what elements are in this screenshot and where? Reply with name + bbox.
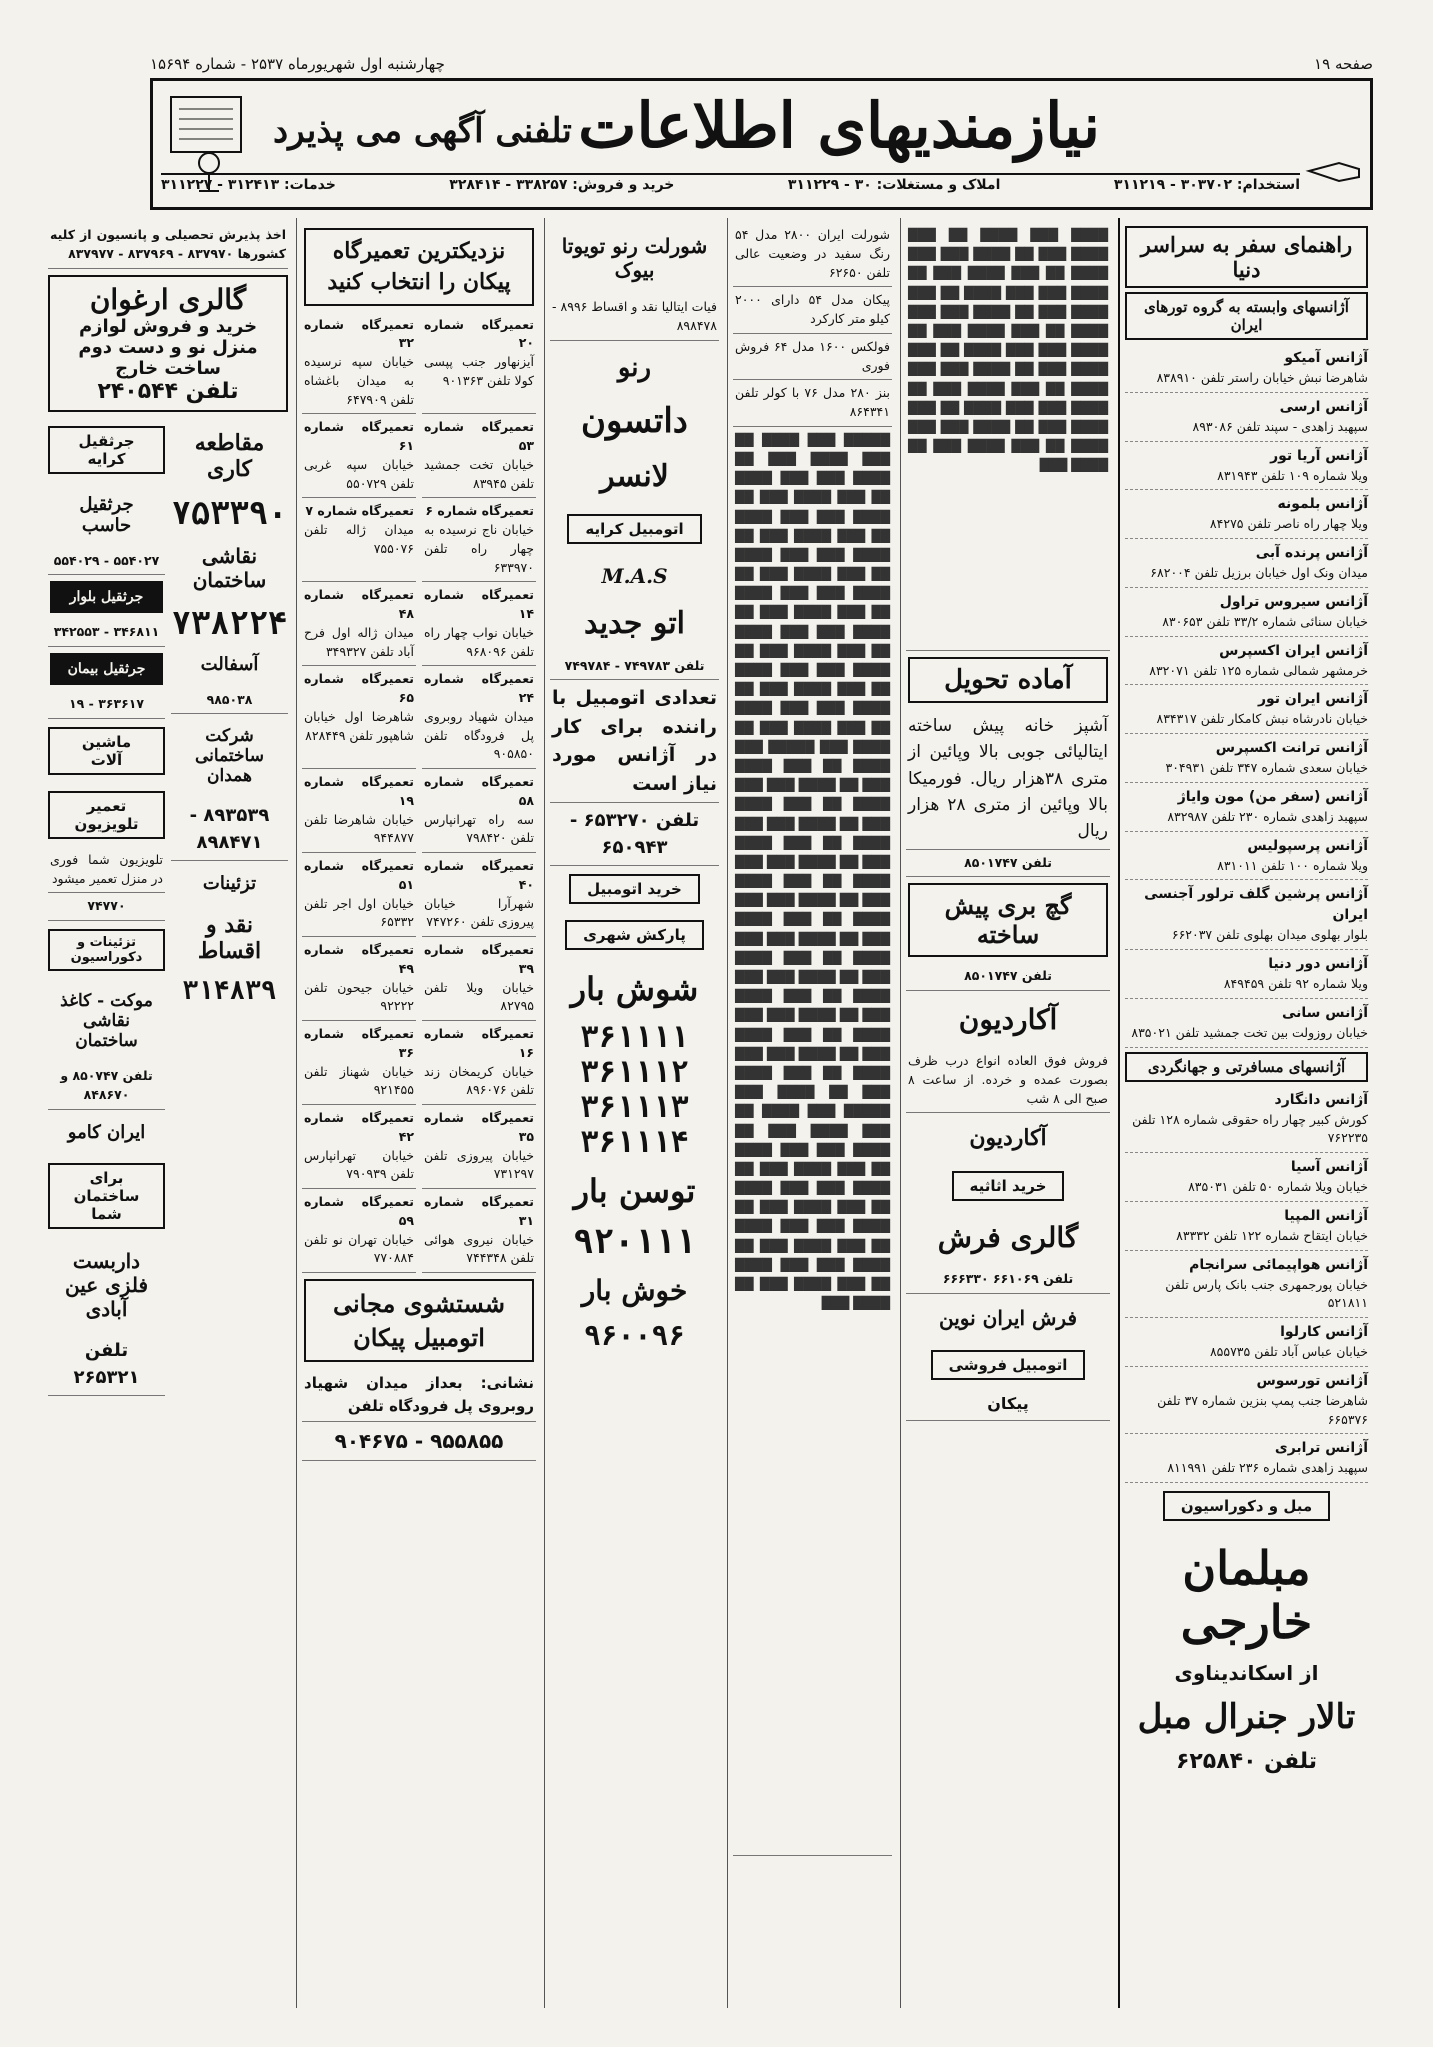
furniture-ad-title: مبلمان خارجی <box>1180 1541 1313 1649</box>
naqd-title: نقد و اقساط <box>197 912 262 965</box>
agency-item: آژانس ایران اکسپرس خرمشهر شمالی شماره ۱۲۵ تلفن ۸۳۲۰۷۱ <box>1125 637 1368 686</box>
furniture-buy-label: خرید اثاثیه <box>952 1171 1065 1201</box>
carpet-iran-title: فرش ایران نوین <box>938 1306 1078 1331</box>
agency-item: آژانس آسیا خیابان ویلا شماره ۵۰ تلفن ۸۳۵۰۳۱ <box>1125 1153 1368 1202</box>
agency-item: آژانس ایران تور خیابان نادرشاه نبش کامکار تلفن ۸۳۴۳۱۷ <box>1125 685 1368 734</box>
crane-rent-label: جرثقیل کرایه <box>48 426 165 474</box>
garage-item: تعمیرگاه شماره ۴۰ شهرآرا خیابان پیروزی تلفن ۷۴۷۲۶۰ <box>422 853 536 937</box>
garage-item: تعمیرگاه شماره ۷ میدان ژاله تلفن ۷۵۵۰۷۶ <box>302 498 416 582</box>
agency-item: آژانس کارلوا خیابان عباس آباد تلفن ۸۵۵۷۳۵ <box>1125 1318 1368 1367</box>
crane-bolvar-phone: ۳۴۶۸۱۱ - ۳۴۲۵۵۳ <box>48 619 165 647</box>
hall-ad-title: تالار جنرال مبل <box>1137 1697 1356 1737</box>
auto-new-title: اتو جدید <box>583 605 685 641</box>
garage-item: تعمیرگاه شماره ۶۵ شاهرضا اول خیابان شاهپور تلفن ۸۲۸۴۴۹ <box>302 666 416 769</box>
garage-item: تعمیرگاه شماره ۵۱ خیابان اول اجر تلفن ۶۵۳۳۲ <box>302 853 416 937</box>
kitchen-ad-phone: تلفن ۸۵۰۱۷۴۷ <box>906 850 1110 878</box>
phone-employment: استخدام: ۳۰۳۷۰۲ - ۳۱۱۲۱۹ <box>1113 177 1300 193</box>
car-wash-phone: ۹۵۵۸۵۵ - ۹۰۴۶۷۵ <box>302 1422 536 1461</box>
painting-phone: ۷۳۸۲۲۴ <box>171 603 288 642</box>
crane-bolvar-title: جرثقیل بلوار <box>50 581 163 613</box>
garage-item: تعمیرگاه شماره ۴۲ خیابان تهرانپارس تلفن ۷۹۰۹۳۹ <box>302 1105 416 1189</box>
agency-item: آژانس پرنده آبی میدان ونک اول خیابان برزیل تلفن ۶۸۲۰۰۴ <box>1125 539 1368 588</box>
garage-item: تعمیرگاه شماره ۶ خیابان ناج نرسیده به چهار راه تلفن ۶۳۳۹۷۰ <box>422 498 536 582</box>
agency-item: آژانس (سفر من) مون وایاژ سپهبد زاهدی شماره ۲۳۰ تلفن ۸۳۲۹۸۷ <box>1125 783 1368 832</box>
carpet-paper-title: موکت - کاغذ نقاشی ساختمان <box>60 991 153 1051</box>
phone-buy-sell: خرید و فروش: ۳۳۸۲۵۷ - ۳۲۸۴۱۴ <box>449 177 675 193</box>
garage-item: تعمیرگاه شماره ۳۶ خیابان شهناز تلفن ۹۲۱۴۵۵ <box>302 1021 416 1105</box>
gypsum-ad-title: گچ بری پیش ساخته <box>908 883 1108 957</box>
pointing-hand-icon <box>1304 151 1364 191</box>
car-brands-title: شورلت رنو تویوتا بیوک <box>561 234 708 282</box>
arghavan-text: خرید و فروش لوازم منزل نو و دست دوم ساخت خارج <box>78 315 258 379</box>
phone-services: خدمات: ۳۱۲۴۱۳ - ۳۱۱۲۲۷ <box>161 177 336 193</box>
driver-wanted-phone: تلفن ۶۵۳۲۷۰ - ۶۵۰۹۴۳ <box>550 803 719 866</box>
agency-item: آژانس تورسوس شاهرضا جنب پمپ بنزین شماره ۳۷ تلفن ۶۶۵۳۷۶ <box>1125 1367 1368 1435</box>
column-travel <box>1118 218 1373 2008</box>
contracting-title: مقاطعه کاری <box>194 429 265 482</box>
agency-item: آژانس سانی خیابان روزولت بین تخت جمشید تلفن ۸۳۵۰۲۱ <box>1125 999 1368 1048</box>
garage-item: تعمیرگاه شماره ۳۵ خیابان پیروزی تلفن ۷۳۱۲۹۷ <box>422 1105 536 1189</box>
garage-item: تعمیرگاه شماره ۳۹ خیابان ویلا تلفن ۸۲۷۹۵ <box>422 937 536 1021</box>
company-phone: ۸۹۳۵۳۹ - ۸۹۸۴۷۱ <box>171 798 288 861</box>
tv-repair-label: تعمیر تلویزیون <box>48 791 165 839</box>
car-buy-label: خرید اتومبیل <box>569 874 700 904</box>
agency-item: آژانس ترابری سپهبد زاهدی شماره ۲۳۶ تلفن ۸۱۱۹۹۱ <box>1125 1434 1368 1483</box>
agency-item: آژانس المپیا خیابان ایتقاح شماره ۱۲۲ تلفن ۸۳۳۳۲ <box>1125 1202 1368 1251</box>
decor-title: تزئینات <box>202 873 257 895</box>
carpet-gallery-title: گالری فرش <box>937 1221 1079 1255</box>
car-wash-address: نشانی: بعداز میدان شهیاد روبروی پل فرودگاه تلفن <box>302 1368 536 1422</box>
accordion-ad-title-2: آکاردیون <box>969 1125 1047 1152</box>
asphalt-title: آسفالت <box>200 653 259 675</box>
agency-item: آژانس ارسی سپهبد زاهدی - سپند تلفن ۸۹۳۰۸۶ <box>1125 393 1368 442</box>
iran-camo-title: ایران کامو <box>67 1121 146 1143</box>
travel-section-iran-tours: آژانسهای وابسته به گروه تورهای ایران <box>1125 292 1368 340</box>
garage-item: تعمیرگاه شماره ۲۴ میدان شهیاد روبروی پل فرودگاه تلفن ۹۰۵۸۵۰ <box>422 666 536 769</box>
phone-real-estate: املاک و مستغلات: ۳۰ - ۳۱۱۲۲۹ <box>787 177 1001 193</box>
carpet-paper-phone: تلفن ۸۵۰۷۴۷ و ۸۴۸۶۷۰ <box>48 1063 165 1110</box>
driver-wanted-ad: تعدادی اتومبیل با راننده برای کار در آژانس مورد نیاز است <box>550 680 719 803</box>
arghavan-phone: تلفن ۲۴۰۵۴۴ <box>97 378 239 404</box>
furniture-ad-subtitle: از اسکاندیناوی <box>1174 1661 1319 1685</box>
khosh-bar-title: خوش بار <box>581 1274 688 1308</box>
decoration-label: تزئینات و دکوراسیون <box>48 929 165 971</box>
column-cars-a <box>727 218 897 2008</box>
travel-section-tourism: آژانسهای مسافرتی و جهانگردی <box>1125 1052 1368 1082</box>
agency-item: آژانس دور دنیا ویلا شماره ۹۲ تلفن ۸۴۹۴۵۹ <box>1125 950 1368 999</box>
scaffold-title: داربست فلزی عین آبادی <box>64 1248 149 1321</box>
masthead-subtitle: تلفنی آگهی می پذیرد <box>273 111 572 151</box>
datsun-title: داتسون <box>581 400 688 441</box>
car-ad: پیکان مدل ۵۴ دارای ۲۰۰۰ کیلو متر کارکرد <box>733 287 892 334</box>
garage-item: تعمیرگاه شماره ۱۶ خیابان کریمخان زند تلفن ۸۹۶۰۷۶ <box>422 1021 536 1105</box>
masthead <box>150 78 1373 210</box>
agency-item: آژانس دانگارد کورش کبیر چهار راه حقوقی شماره ۱۲۸ تلفن ۷۶۲۲۳۵ <box>1125 1086 1368 1154</box>
car-ad: فیات ایتالیا نقد و اقساط ۸۹۹۶ - ۸۹۸۴۷۸ <box>550 294 719 341</box>
contracting-phone: ۷۵۳۳۹۰ <box>171 493 288 532</box>
car-sale-label: اتومبیل فروشی <box>931 1350 1086 1380</box>
auto-new-phone: تلفن ۷۴۹۷۸۳ - ۷۴۹۷۸۴ <box>550 653 719 681</box>
shoush-phone: ۳۶۱۱۱۳ <box>580 1090 689 1126</box>
garage-item: تعمیرگاه شماره ۲۰ آیزنهاور جنب پپسی کولا تلفن ۹۰۱۳۶۳ <box>422 312 536 415</box>
agency-item: آژانس سیروس تراول خیابان سنائی شماره ۳۳/۲ تلفن ۸۳۰۶۵۳ <box>1125 588 1368 637</box>
shoush-bar-title: شوش بار <box>570 970 699 1009</box>
services-left <box>171 418 288 1396</box>
car-rent-label: اتومبیل کرایه <box>567 514 701 544</box>
accordion-ad-title: آکاردیون <box>958 1003 1058 1037</box>
accordion-ad-text: فروش فوق العاده انواع درب ظرف بصورت عمده و خرده. از ساعت ۸ صبح الی ۸ شب <box>906 1048 1110 1113</box>
mas-title: M.A.S <box>601 563 668 588</box>
car-ad: بنز ۲۸۰ مدل ۷۶ با کولر تلفن ۸۶۴۳۴۱ <box>733 380 892 427</box>
garage-item: تعمیرگاه شماره ۱۴ خیابان نواب چهار راه تلفن ۹۶۸۰۹۶ <box>422 582 536 666</box>
garage-item: تعمیرگاه شماره ۶۱ خیابان سپه غربی تلفن ۵۵۰۷۲۹ <box>302 414 416 498</box>
asphalt-phone: ۹۸۵۰۳۸ <box>171 687 288 715</box>
toosan-bar-title: توسن بار <box>573 1172 696 1211</box>
toosan-phone: ۹۲۰۱۱۱ <box>573 1222 696 1263</box>
naqd-phone: ۳۱۴۸۳۹ <box>182 976 277 1007</box>
arghavan-ad <box>48 275 288 412</box>
column-cars-b <box>544 218 724 2008</box>
agency-item: آژانس آمیکو شاهرضا نبش خیابان راستر تلفن ۸۳۸۹۱۰ <box>1125 344 1368 393</box>
travel-banner: راهنمای سفر به سراسر دنیا <box>1125 226 1368 288</box>
tv-repair-phone: ۷۴۷۷۰ <box>48 893 165 921</box>
garage-item: تعمیرگاه شماره ۴۹ خیابان جیحون تلفن ۹۲۲۲۲ <box>302 937 416 1021</box>
gypsum-ad-phone: تلفن ۸۵۰۱۷۴۷ <box>906 963 1110 991</box>
shoush-phone: ۳۶۱۱۱۴ <box>580 1125 689 1161</box>
scaffold-phone: تلفن ۲۶۵۳۲۱ <box>48 1333 165 1396</box>
arghavan-title: گالری ارغوان <box>89 282 247 316</box>
garage-item: تعمیرگاه شماره ۳۲ خیابان سپه نرسیده به میدان باغشاه تلفن ۶۴۷۹۰۹ <box>302 312 416 415</box>
agency-item: آژانس ترانت اکسپرس خیابان سعدی شماره ۳۴۷ تلفن ۳۰۴۹۳۱ <box>1125 734 1368 783</box>
issue-date: چهارشنبه اول شهریورماه ۲۵۳۷ - شماره ۱۵۶۹۴ <box>150 55 445 73</box>
phone-numbers-bar <box>161 173 1300 203</box>
classified-text-block: █████ ███ ████ ██ ███ ████ ███ ██ ████ ███ ███ ████ ██ ███ ████ ███ ██ ████ ███ ███ ████ ██ ███ ████ ███ ██ ████ ███ ███ ████ ██ ███ ████ ███ ██ ████ ███ ███ ████ ██ ███ ████ ███ ██ ████ ███ ███ ████ ██ ███ ████ ███ ██ ████ ███ ███ ████ ██ ███ ████ ███ ██ ████ ███ ███ ████ ██ ███ ████ ███ ██ ████ ███ █████ ███ ████ ██ ███ ████ ███ ██ ████ ███ ███ ████ ██ ███ ████ ███ ██ ████ ███ ███ ████ ██ ███ ████ ███ ██ ████ ███ ███ ████ ██ ███ ████ ███ ██ ████ ███ ███ ████ ██ ███ ████ ███ ██ ████ ███ ███ ████ ██ ███ ████ ███ ██ ████ ███ ███ ████ ██ ███ ████ ███ ██ ████ ███ ███ ████ ██ ███ ████ ███ ██ ████ ███ ███ ████ ██ ███ ████ ███ ██ ████ ███ █████ ███ ████ ██ ███ ████ ███ ██ ████ ███ ███ ████ ██ ███ ████ ███ ██ ████ ███ ███ ████ ██ ███ ████ ███ ██ ████ ███ ███ ████ ██ ███ ████ ███ ██ ████ ███ ███ ████ ██ ███ ████ ███ ██ ████ ███ <box>733 427 892 1856</box>
garage-item: تعمیرگاه شماره ۵۸ سه راه تهرانپارس تلفن ۷۹۸۴۲۰ <box>422 769 536 853</box>
services-split <box>48 418 288 1396</box>
agency-item: آژانس پرشین گلف ترلور آجنسی ایران بلوار بهلوی میدان بهلوی تلفن ۶۶۲۰۳۷ <box>1125 880 1368 950</box>
admission-notice: اخذ پذیرش تحصیلی و پانسیون از کلیه کشورها ۸۳۷۹۷۰ - ۸۳۷۹۶۹ - ۸۳۷۹۷۷ <box>48 222 288 269</box>
peykan-label: پیکان <box>906 1388 1110 1421</box>
painting-title: نقاشی ساختمان <box>192 543 267 592</box>
garage-item: تعمیرگاه شماره ۴۸ میدان ژاله اول فرح آباد تلفن ۳۴۹۳۲۷ <box>302 582 416 666</box>
column-services <box>43 218 293 2008</box>
carpet-gallery-phone: تلفن ۶۶۱۰۶۹ ۶۶۶۳۳۰ <box>906 1266 1110 1294</box>
page-number: صفحه ۱۹ <box>1314 55 1373 73</box>
building-label: برای ساختمان شما <box>48 1163 165 1229</box>
classified-text-block: ████ ███ ████ ██ ███ ████ ███ ██ ████ ███ ███ ████ ██ ███ ████ ███ ██ ████ ███ ███ ████ ██ ███ ████ ███ ██ ████ ███ ███ ████ ██ ███ ████ ███ ██ ████ ███ ███ ████ ██ ███ ████ ███ ██ ████ ███ ███ ████ ██ ███ ████ ███ ██ ████ ███ ███ ████ ██ ███ ████ ███ ██ ████ ███ ███ ████ ██ ███ ████ ███ ██ ████ ███ <box>906 222 1110 651</box>
khosh-phone: ۹۶۰۰۹۶ <box>583 1319 686 1353</box>
furniture-label: مبل و دکوراسیون <box>1163 1491 1330 1521</box>
kitchen-ad-title: آماده تحویل <box>908 657 1108 703</box>
shoush-phone: ۳۶۱۱۱۲ <box>580 1055 689 1091</box>
renault-title: رنو <box>617 352 652 383</box>
column-household <box>900 218 1115 2008</box>
kitchen-ad-text: آشپز خانه پیش ساخته ایتالیائی جوبی بالا وپائین از متری ۳۸هزار ریال. فورمیکا بالا وپائین از متری ۲۸ هزار ریال <box>906 709 1110 850</box>
parking-label: پارکش شهری <box>565 920 704 950</box>
agency-item: آژانس بلمونه ویلا چهار راه ناصر تلفن ۸۴۲۷۵ <box>1125 490 1368 539</box>
garage-item: تعمیرگاه شماره ۱۹ خیابان شاهرضا تلفن ۹۴۴۸۷۷ <box>302 769 416 853</box>
agency-item: آژانس پرسپولیس ویلا شماره ۱۰۰ تلفن ۸۳۱۰۱۱ <box>1125 832 1368 881</box>
company-title: شرکت ساختمانی همدان <box>195 726 264 787</box>
garage-item: تعمیرگاه شماره ۵۳ خیابان تخت جمشید تلفن ۸۳۹۴۵ <box>422 414 536 498</box>
crane-hases-title: جرثقیل حاسب <box>79 493 134 536</box>
car-wash-title: شستشوی مجانی اتومبیل پیکان <box>304 1279 534 1362</box>
column-garages <box>296 218 541 2008</box>
car-ad: شورلت ایران ۲۸۰۰ مدل ۵۴ رنگ سفید در وضعیت عالی تلفن ۶۲۶۵۰ <box>733 222 892 287</box>
car-ad: فولکس ۱۶۰۰ مدل ۶۴ فروش فوری <box>733 334 892 381</box>
garage-headline: نزدیکترین تعمیرگاه پیکان را انتخاب کنید <box>304 228 534 306</box>
garage-list <box>302 312 536 1274</box>
crane-hases-phone: ۵۵۴۰۲۷ - ۵۵۴۰۲۹ <box>48 548 165 576</box>
issue-line <box>150 52 1373 76</box>
machinery-label: ماشین آلات <box>48 727 165 775</box>
garage-item: تعمیرگاه شماره ۵۹ خیابان تهران نو تلفن ۷۷۰۸۸۴ <box>302 1189 416 1273</box>
garage-item: تعمیرگاه شماره ۳۱ خیابان نیروی هوائی تلفن ۷۴۴۳۴۸ <box>422 1189 536 1273</box>
masthead-title: نیازمندیهای اطلاعات <box>578 89 1100 162</box>
hall-ad-phone: تلفن ۶۲۵۸۴۰ <box>1175 1749 1318 1774</box>
services-right <box>48 418 165 1396</box>
agency-item: آژانس هواپیمائی سرانجام خیابان پورجمهری جنب بانک پارس تلفن ۵۲۱۸۱۱ <box>1125 1251 1368 1319</box>
agency-item: آژانس آریا تور ویلا شماره ۱۰۹ تلفن ۸۳۱۹۴۳ <box>1125 442 1368 491</box>
shoush-phone: ۳۶۱۱۱۱ <box>580 1020 689 1056</box>
crane-bayan-phone: ۳۶۳۶۱۷ - ۱۹ <box>48 691 165 719</box>
crane-bayan-title: جرثقیل بیمان <box>50 653 163 685</box>
lancer-title: لانسر <box>600 458 669 494</box>
tv-repair-text: تلویزیون شما فوری در منزل تعمیر میشود <box>48 847 165 894</box>
